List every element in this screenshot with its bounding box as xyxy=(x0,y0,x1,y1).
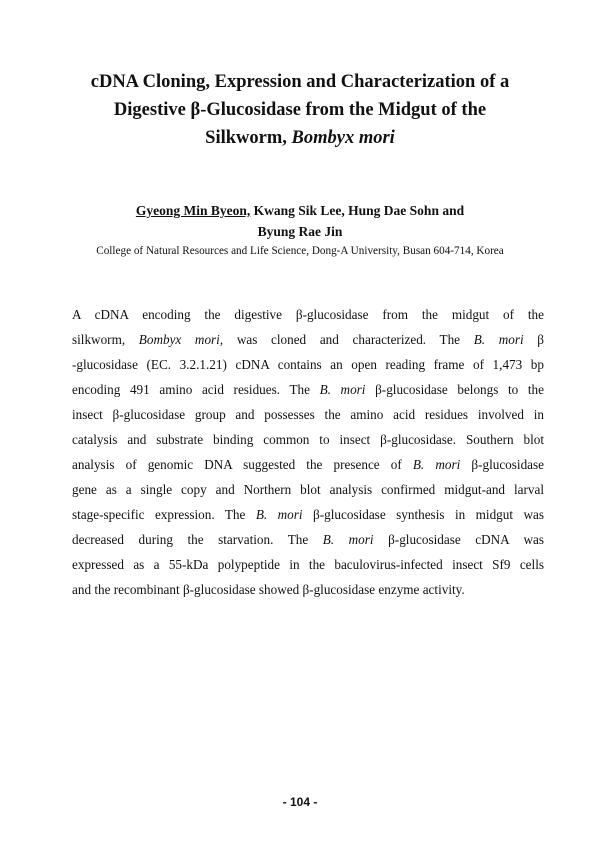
abstract-line xyxy=(72,527,544,552)
abstract-text: catalysis and substrate binding common to insect β-glucosidase. Southern blot xyxy=(72,432,544,447)
species-name-italic: B. mori xyxy=(412,457,461,472)
co-authors: Kwang Sik Lee, Hung Dae Sohn and xyxy=(250,203,465,218)
abstract-text: encoding 491 amino acid residues. The xyxy=(72,382,320,397)
abstract-line xyxy=(72,502,544,527)
author-line-1 xyxy=(40,200,560,221)
abstract-line xyxy=(72,577,544,602)
species-name-italic: B. mori xyxy=(319,382,366,397)
title-line-2: Digestive β-Glucosidase from the Midgut of the xyxy=(113,100,487,120)
species-name-italic: B. mori xyxy=(255,507,303,522)
abstract-line xyxy=(72,477,544,502)
abstract-text: A cDNA encoding the digestive β-glucosidase from the midgut of the xyxy=(72,307,544,322)
abstract-text: analysis of genomic DNA suggested the presence of xyxy=(72,457,413,472)
abstract-text: stage-specific expression. The xyxy=(72,507,256,522)
abstract-text: β-glucosidase synthesis in midgut was xyxy=(302,507,544,522)
abstract-text: gene as a single copy and Northern blot analysis confirmed midgut-and larval xyxy=(72,482,544,497)
abstract-line xyxy=(72,402,544,427)
abstract-text: β xyxy=(523,332,545,347)
abstract-text: β-glucosidase cDNA was xyxy=(373,532,544,547)
abstract-line xyxy=(72,377,544,402)
abstract-text: and the recombinant β-glucosidase showed β-glucosidase enzyme activity. xyxy=(72,582,465,597)
abstract-text: -glucosidase (EC. 3.2.1.21) cDNA contains an open reading frame of 1,473 bp xyxy=(72,357,544,372)
abstract-text: , was cloned and characterized. The xyxy=(219,332,474,347)
title-species-name: Bombyx mori xyxy=(291,128,395,148)
species-name-italic: B. mori xyxy=(322,532,374,547)
abstract-text: decreased during the starvation. The xyxy=(72,532,323,547)
abstract-text: β-glucosidase xyxy=(460,457,545,472)
author-line-2: Byung Rae Jin xyxy=(257,224,343,239)
abstract-line xyxy=(72,327,544,352)
abstract-line xyxy=(72,427,544,452)
corresponding-author: Gyeong Min Byeon, xyxy=(135,203,251,218)
species-name-italic: B. mori xyxy=(473,332,524,347)
species-name-italic: Bombyx mori xyxy=(138,332,220,347)
title-line-3-text: Silkworm, xyxy=(205,128,292,148)
abstract-text: expressed as a 55-kDa polypeptide in the baculovirus-infected insect Sf9 cells xyxy=(72,557,544,572)
abstract-line xyxy=(72,452,544,477)
abstract-text: insect β-glucosidase group and possesses the amino acid residues involved in xyxy=(72,407,544,422)
abstract-body xyxy=(72,302,544,602)
abstract-text: β-glucosidase belongs to the xyxy=(365,382,544,397)
abstract-line xyxy=(72,352,544,377)
abstract-line xyxy=(72,302,544,327)
abstract-line xyxy=(72,552,544,577)
title-line-3 xyxy=(40,124,560,152)
affiliation: College of Natural Resources and Life Science, Dong-A University, Busan 604-714, Korea xyxy=(96,245,504,257)
author-list xyxy=(40,200,560,242)
page-number: - 104 - xyxy=(282,795,318,809)
abstract-text: silkworm, xyxy=(72,332,139,347)
paper-title xyxy=(40,68,560,152)
title-line-1: cDNA Cloning, Expression and Characterization of a xyxy=(90,72,510,92)
